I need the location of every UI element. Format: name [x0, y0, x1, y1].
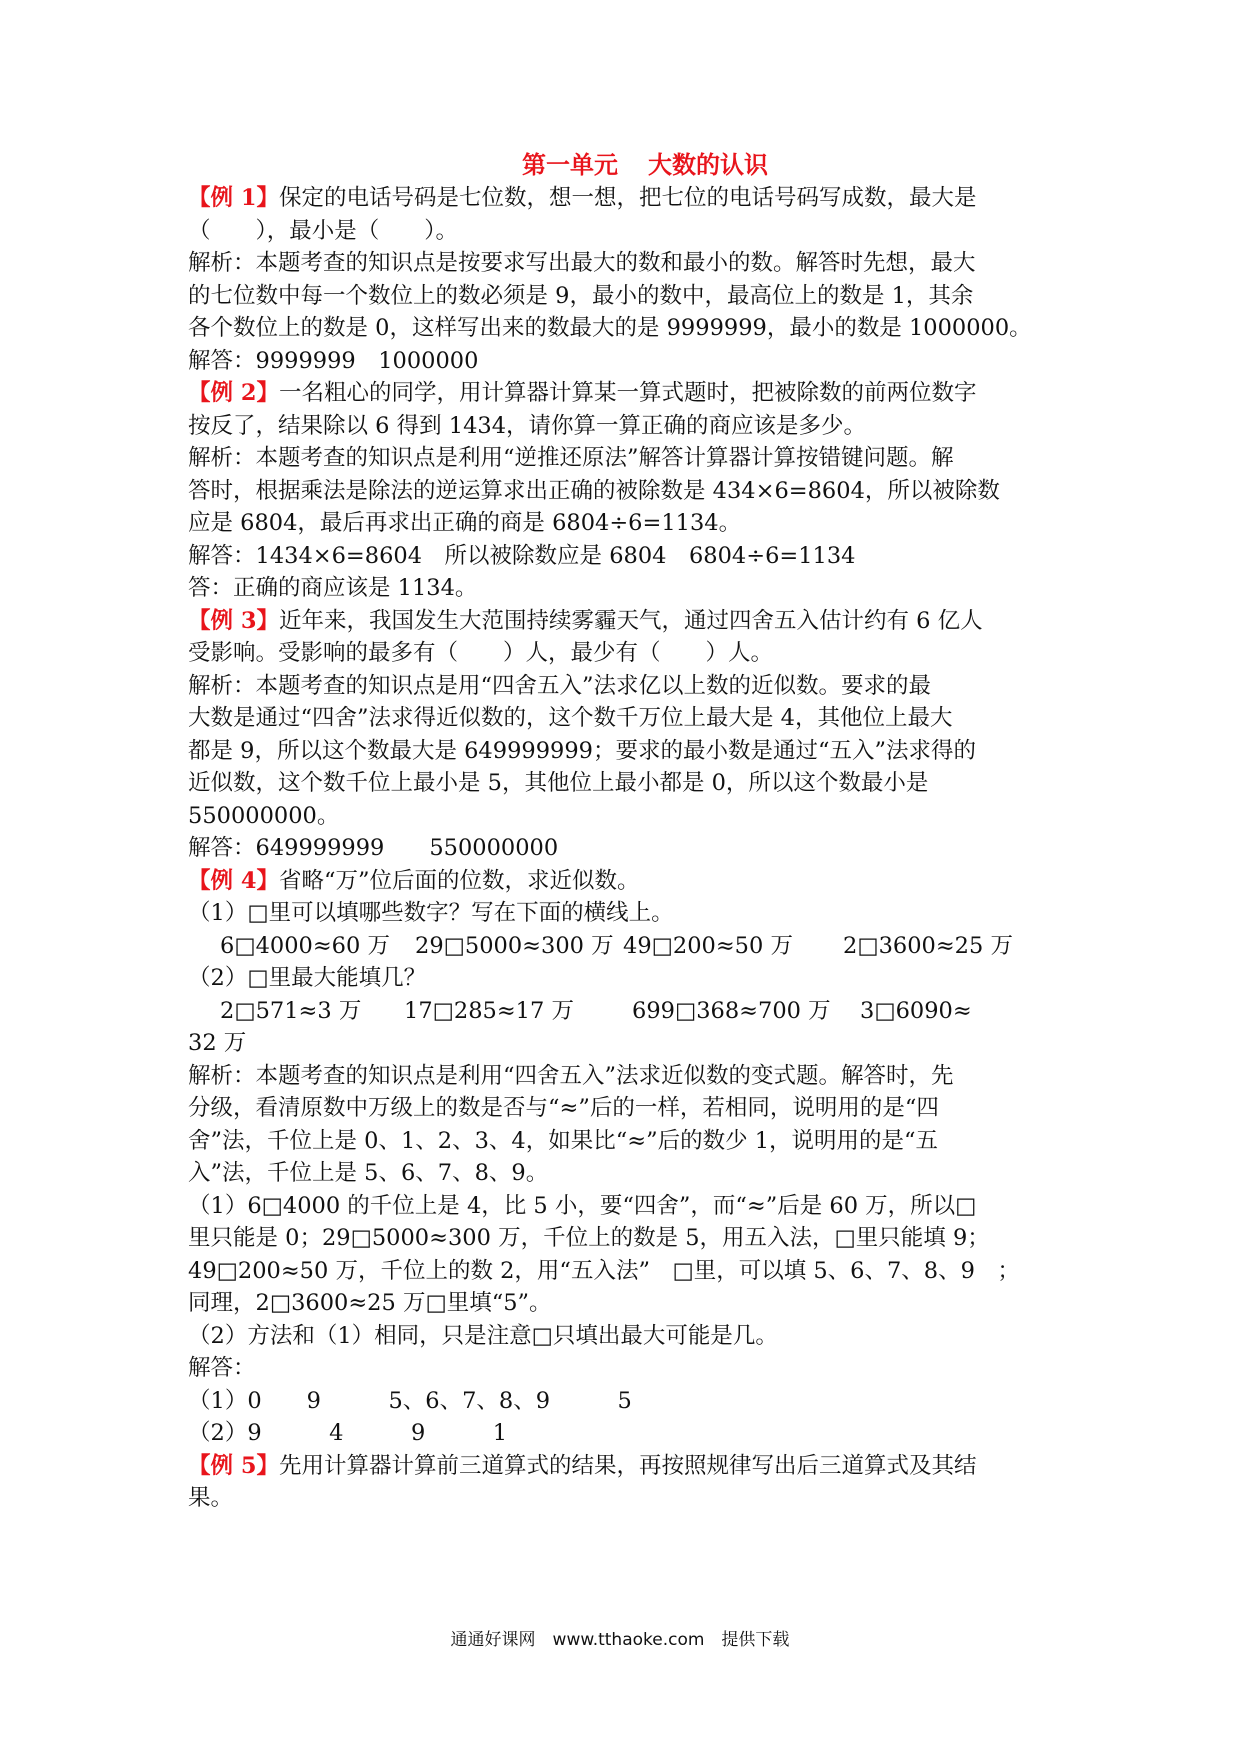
example-4-analysis-line: 同理，2□3600≈25 万□里填“5”。 — [188, 1290, 552, 1316]
example-4-analysis-line: 入”法，千位上是 5、6、7、8、9。 — [188, 1160, 549, 1186]
example-2-tag: 【例 2】 — [188, 380, 279, 406]
example-2-question: 【例 2】一名粗心的同学，用计算器计算某一算式题时，把被除数的前两位数字 — [188, 380, 977, 406]
example-2-analysis-line: 解析：本题考查的知识点是利用“逆推还原法”解答计算器计算按错键问题。解 — [188, 445, 954, 471]
example-3-analysis-line: 都是 9，所以这个数最大是 649999999；要求的最小数是通过“五入”法求得的 — [188, 737, 976, 764]
example-3-analysis-line: 近似数，这个数千位上最小是 5，其他位上最小都是 0，所以这个数最小是 — [188, 770, 929, 796]
example-4-analysis-line: 49□200≈50 万，千位上的数 2，用“五入法” □里，可以填 5、6、7、8、9 ； — [188, 1257, 1020, 1284]
page-title — [188, 148, 1056, 182]
example-1-analysis-line: 的七位数中每一个数位上的数必须是 9，最小的数中，最高位上的数是 1，其余 — [188, 282, 974, 309]
estimate-item: 2□571≈3 万 — [220, 997, 362, 1024]
document-page — [188, 148, 1056, 1515]
example-4-sub2-items — [188, 995, 1056, 1028]
example-3-analysis-line: 解析：本题考查的知识点是用“四舍五入”法求亿以上数的近似数。要求的最 — [188, 672, 932, 699]
example-2-answer: 解答：1434×6=8604 所以被除数应是 6804 6804÷6=1134 — [188, 542, 856, 569]
example-4-analysis-line: 舍”法，千位上是 0、1、2、3、4，如果比“≈”后的数少 1，说明用的是“五 — [188, 1127, 939, 1154]
title-topic: 大数的认识 — [648, 151, 768, 179]
page-footer: 通通好课网 www.tthaoke.com 提供下载 — [450, 1630, 790, 1650]
example-1-tag: 【例 1】 — [188, 185, 279, 211]
example-4-question: 【例 4】省略“万”位后面的位数，求近似数。 — [188, 867, 640, 894]
example-3-answer: 解答：649999999 550000000 — [188, 835, 559, 861]
example-4-subquestion-2: （2）□里最大能填几？ — [188, 965, 427, 991]
example-3-question-line2: 受影响。受影响的最多有（ ）人，最少有（ ）人。 — [188, 640, 774, 666]
example-1-analysis-line: 解析：本题考查的知识点是按要求写出最大的数和最小的数。解答时先想，最大 — [188, 250, 976, 276]
example-5-question-line2: 果。 — [188, 1485, 234, 1511]
example-3-analysis-line: 大数是通过“四舍”法求得近似数的，这个数千万位上最大是 4，其他位上最大 — [188, 705, 953, 731]
example-4-analysis-line: （2）方法和（1）相同，只是注意□只填出最大可能是几。 — [188, 1322, 778, 1349]
example-5-question: 【例 5】先用计算器计算前三道算式的结果，再按照规律写出后三道算式及其结 — [188, 1452, 977, 1479]
example-1-question: 【例 1】保定的电话号码是七位数，想一想，把七位的电话号码写成数，最大是 — [188, 185, 977, 211]
example-3-analysis-line: 550000000。 — [188, 802, 340, 829]
estimate-item: 3□6090≈ — [860, 997, 972, 1024]
example-4-subquestion-1: （1）□里可以填哪些数字？写在下面的横线上。 — [188, 900, 674, 926]
example-4-analysis-line: 解析：本题考查的知识点是利用“四舍五入”法求近似数的变式题。解答时，先 — [188, 1062, 954, 1089]
example-1-answer: 解答：9999999 1000000 — [188, 347, 479, 374]
estimate-item: 6□4000≈60 万 — [220, 932, 390, 959]
example-5-tag: 【例 5】 — [188, 1452, 279, 1479]
estimate-item: 29□5000≈300 万 — [415, 932, 614, 959]
example-4-tag: 【例 4】 — [188, 867, 279, 894]
example-3-question: 【例 3】近年来，我国发生大范围持续雾霾天气，通过四舍五入估计约有 6 亿人 — [188, 607, 983, 634]
example-4-analysis-line: 里只能是 0；29□5000≈300 万，千位上的数是 5，用五入法，□里只能填 9； — [188, 1225, 990, 1251]
estimate-item: 49□200≈50 万 — [623, 932, 793, 959]
example-1-question-line2: （ ），最小是（ ）。 — [188, 217, 459, 244]
example-3-tag: 【例 3】 — [188, 607, 279, 634]
estimate-item: 2□3600≈25 万 — [843, 932, 1013, 959]
example-1-analysis-line: 各个数位上的数是 0，这样写出来的数最大的是 9999999，最小的数是 1000000。 — [188, 315, 1032, 341]
estimate-item: 17□285≈17 万 — [404, 997, 574, 1024]
example-4-answer-2: （2）9 4 9 1 — [188, 1420, 508, 1446]
example-2-question-line2: 按反了，结果除以 6 得到 1434，请你算一算正确的商应该是多少。 — [188, 412, 867, 439]
example-4-sub1-items — [188, 930, 1056, 963]
example-4-answer-1: （1）0 9 5、6、7、8、9 5 — [188, 1387, 632, 1414]
estimate-item: 699□368≈700 万 — [632, 997, 831, 1024]
example-4-analysis-line: 分级，看清原数中万级上的数是否与“≈”后的一样，若相同，说明用的是“四 — [188, 1095, 939, 1121]
example-4-analysis-line: （1）6□4000 的千位上是 4，比 5 小，要“四舍”，而“≈”后是 60 万，所以□ — [188, 1192, 977, 1219]
example-4-answer-label: 解答： — [188, 1355, 256, 1381]
example-2-analysis-line: 答时，根据乘法是除法的逆运算求出正确的被除数是 434×6=8604，所以被除数 — [188, 477, 1000, 504]
example-4-sub2-wrap: 32 万 — [188, 1030, 247, 1056]
example-2-analysis-line: 应是 6804，最后再求出正确的商是 6804÷6=1134。 — [188, 510, 742, 536]
title-unit: 第一单元 — [522, 151, 618, 179]
example-2-reply: 答：正确的商应该是 1134。 — [188, 575, 478, 601]
